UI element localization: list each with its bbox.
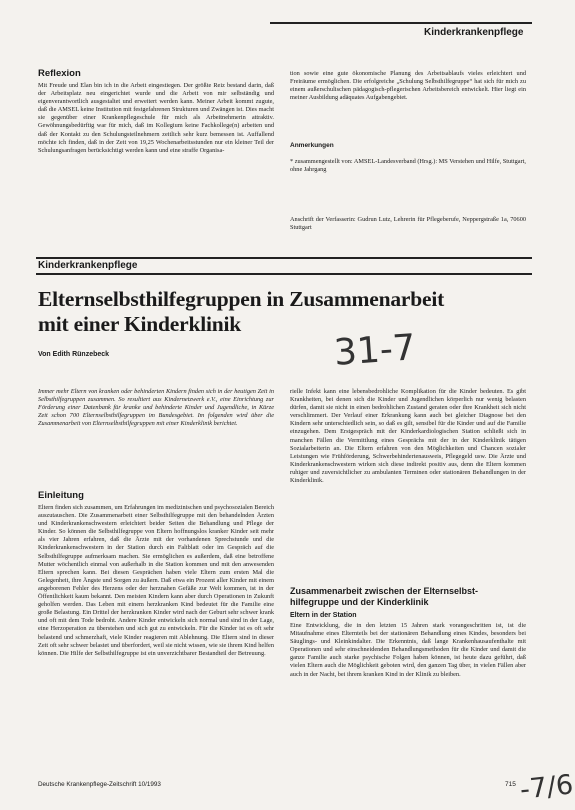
note-text: * zusammengestellt von: AMSEL-Landesverband (Hrsg.): MS Verstehen und Hilfe, Stuttgart, ohne Jahrgang [290, 158, 526, 174]
header-rule [270, 22, 532, 24]
section2-heading-line2: hilfegruppe und der Kinderklinik [290, 597, 429, 607]
reflexion-right-text: tion sowie eine gute ökonomische Planung des Arbeitsablaufs vieles erleichtert und Freiräume ermöglichen. Die erfolgreiche „Schulung Selbsthilfegruppe“ hat sich für mich zu einem außerschulischen pädagogisch-pflegerischen Arbeitsbereich entwickelt. Hier liegt ein meiner Ausbildung adäquates Aufgabengebiet. [290, 70, 526, 102]
article-lead [38, 388, 274, 484]
intro-heading: Einleitung [38, 490, 84, 501]
footer-journal: Deutsche Krankenpflege-Zeitschrift 10/1993 [38, 781, 161, 788]
article-title-line2: mit einer Kinderklinik [38, 312, 242, 336]
author-address: Anschrift der Verfasserin: Gudrun Lutz, Lehrerin für Pflegeberufe, Neppergstraße 1a, 70600 Stuttgart [290, 216, 526, 232]
section2-heading [290, 586, 530, 608]
reflexion-left-column [38, 82, 274, 260]
article-right-column [290, 388, 526, 566]
handwritten-note-top: 31-7 [332, 327, 418, 374]
address-block [290, 216, 526, 234]
article-title [38, 287, 530, 337]
article-author: Von Edith Rünzebeck [38, 351, 110, 358]
article-bottom-rule [36, 273, 532, 275]
reflexion-left-text: Mit Freude und Elan bin ich in die Arbeit eingestiegen. Der größte Reiz bestand darin, daß der Arbeitsplatz neu eingerichtet wurde und die Arbeit von mir selbständig und eigenverantwortlich ausgestaltet und erweitert werden kann. Meiner Arbeit kommt zugute, daß die AMSEL keine Institution mit festgefahrenen Strukturen und Zwängen ist. Dies macht sie gegenüber einer Krankenpflegeschule für mich als Arbeitnehmerin attraktiv. Gewöhnungsbedürftig war für mich, daß im Kollegium keine Fachkollege(n) arbeiten und daß der Kontakt zu den Schulungsteilnehmern zeitlich sehr kurz bemessen ist. Auffallend möchte ich finden, daß in der Zeit von 19,25 Wochenarbeitsstunden nur ein kleiner Teil der Schulungsanfragen berücksichtigt werden kann und eine straffe Organisa- [38, 82, 274, 154]
handwritten-note-bottom: -7/6 [518, 769, 575, 806]
intro-column [38, 504, 274, 768]
section-label-article: Kinderkrankenpflege [38, 260, 138, 271]
section-label-top: Kinderkrankenpflege [424, 27, 524, 38]
reflexion-right-column [290, 70, 526, 136]
intro-text: Eltern finden sich zusammen, um Erfahrungen im medizinischen und psychosozialen Bereich auszutauschen. Die Zusammenarbeit einer Selbsthilfegruppe mit den behandelnden Ärzten und Kinderkrankenschwestern erleichtert beider Seiten die Behandlung und Pflege der Kinder. So können die Selbsthilfegruppe von Eltern hoffnungslos kranker Kinder seit mehr als vier Jahren erfahren, daß die Ärzte mit der vorhandenen Sprechstunde und die Kinderkrankenschwestern in der Station durch ein Faltblatt oder im Gespräch auf die Selbsthilfegruppe aufmerksam machen. Sie ermöglichen es außerdem, daß eine betroffene Mutter wöchentlich einmal von außerhalb in die Station kommen und mit den anwesenden Eltern sprechen kann. Bei diesen Gesprächen haben viele Eltern zum ersten Mal die Gelegenheit, ihre Ängste und Sorgen zu äußern. Daß etwa ein Prozent aller Kinder mit einem angeborenen Fehler des Herzens oder der herznahen Gefäße zur Welt kommen, ist in der Öffentlichkeit kaum bekannt. Den meisten Kindern kann aber durch Operationen in Zukunft geholfen werden. Das Leben mit einem herzkranken Kind bedeutet für die Familie eine große Belastung. Ein Drittel der herzkranken Kinder wird nach der Geburt sehr schwer krank und oft mit dem Tode bedroht. Andere Kinder entwickeln sich normal und sind in der Lage, eine Herzoperation zu überstehen und sich gut zu entwickeln. Für die Kinder ist es oft sehr belastend und schmerzhaft, viele Kinder reagieren mit Ablehnung. Die Eltern sind in dieser Zeit oft sehr schwer belastet und überfordert, weil sie nicht wissen, wie sie ihrem Kind helfen können. Die Hilfe der Selbsthilfegruppe ist ein unverzichtbarer Bestandteil der Betreuung. [38, 504, 274, 657]
footer-page-number: 715 [505, 781, 516, 788]
section2-heading-line1: Zusammenarbeit zwischen der Elternselbst- [290, 586, 479, 596]
article-lead-text: Immer mehr Eltern von kranken oder behinderten Kindern finden sich in der heutigen Zeit in Selbsthilfegruppen zusammen. So resultiert aus Kindernetzwerk e.V., eine Einrichtung zur Förderung einer Datenbank für kranke und behinderte Kinder und Jugendliche, in Kürze Zeit schon 700 Elternselbsthilfegruppen im Bundesgebiet. Im folgenden wird über die Zusammenarbeit von Elternselbsthilfegruppen mit einer Kinderklinik berichtet. [38, 388, 274, 428]
note-block [290, 158, 526, 176]
section2-subheading: Eltern in der Station [290, 612, 357, 619]
notes-heading: Anmerkungen [290, 142, 334, 149]
section2-text: Eine Entwicklung, die in den letzten 15 Jahren stark vorangeschritten ist, ist die Mitaufnahme eines Elternteils bei der stationären Behandlung eines Kindes, besonders bei Säuglings- und Kleinkindalter. Die Erkenntnis, daß lange Krankenhausaufenthalte mit Operationen und sehr einschneidenden Behandlungsmethoden für die Kinder und damit die ganze Familie auch starke psychische Folgen haben können, ist heute dazu geführt, daß vielen Eltern auch die Möglichkeit geboten wird, den ganzen Tag über, in vielen Fällen aber auch in der Nacht, bei ihrem kranken Kind in der Klinik zu bleiben. [290, 622, 526, 678]
article-top-rule [36, 257, 532, 259]
article-right-text: rielle Infekt kann eine lebensbedrohliche Komplikation für die Kinder bedeuten. Es gibt Krankheiten, bei denen sich die Kinder und Jugendlichen körperlich nur wenig belasten dürfen, damit sie nicht in einen bedrohlichen Zustand geraten oder ihre Krankheit sich nicht verschlimmert. Der Verlauf einer Erkrankung kann auch bei gleicher Diagnose bei den Kindern sehr unterschiedlich sein, so daß es gilt, sensibel für die Kinder und auf die Familie einzugehen. Dem Erstgespräch mit der Kinderkardiologischen Station schließt sich in manchen Fällen die Vermittlung eines Gesprächs mit der in der Kinderklinik tätigen Sozialarbeiterin an. Die Eltern erfahren von den Möglichkeiten und Chancen sozialer Leistungen wie Frühförderung, Schwerbehindertenausweis, Pflegegeld usw. Die Ärzte und Kinderkrankenschwestern wirken sich diese indirekt positiv aus, denn die Eltern kommen ruhiger und zuversichtlicher zu ambulanten Terminen oder stationären Behandlungen in der Kinderklinik. [290, 388, 526, 485]
article-title-line1: Elternselbsthilfegruppen in Zusammenarbeit [38, 287, 445, 311]
section2-column [290, 622, 526, 770]
reflexion-heading: Reflexion [38, 68, 81, 79]
